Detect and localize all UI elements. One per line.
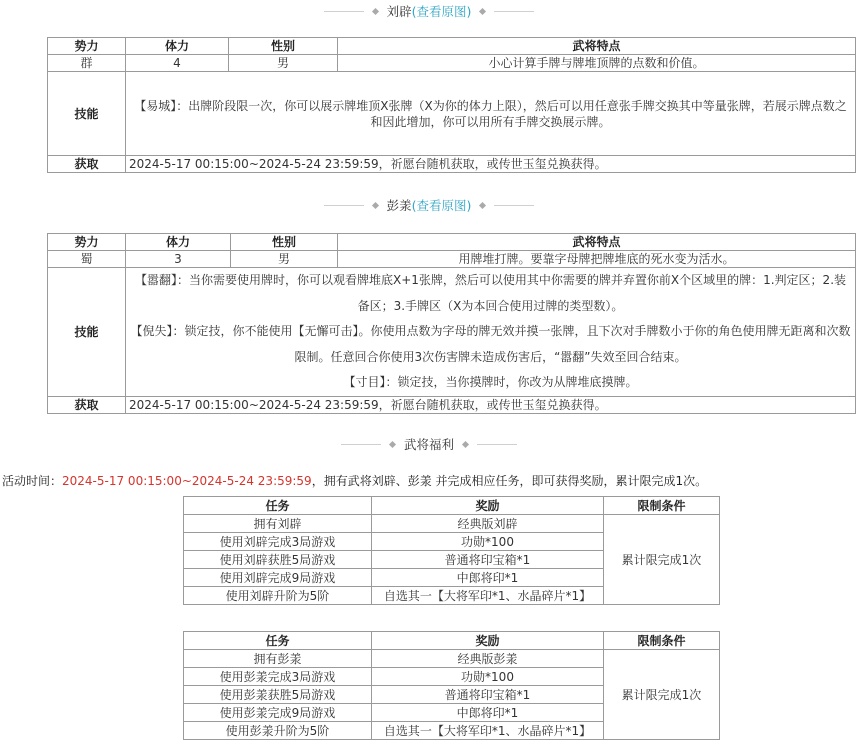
hero2-name: 彭羕 <box>386 198 412 213</box>
task-cell: 使用刘辟获胜5局游戏 <box>184 551 372 569</box>
divider-line <box>494 205 534 206</box>
hero1-obtain: 2024-5-17 00:15:00~2024-5-24 23:59:59，祈愿台随机获取，或传世玉玺兑换获得。 <box>126 156 856 173</box>
header-limit: 限制条件 <box>604 632 720 650</box>
reward-cell: 经典版刘辟 <box>372 515 604 533</box>
task-cell: 使用刘辟升阶为5阶 <box>184 587 372 605</box>
activity-time: 2024-5-17 00:15:00~2024-5-24 23:59:59 <box>62 474 312 488</box>
hero1-skills <box>126 72 856 156</box>
section-header-hero2 <box>0 195 858 215</box>
activity-line <box>2 472 858 490</box>
diamond-icon <box>372 201 379 208</box>
view-original-link[interactable]: (查看原图) <box>411 4 472 19</box>
view-original-link[interactable]: (查看原图) <box>411 198 472 213</box>
hero2-hp: 3 <box>126 251 231 268</box>
task-cell: 使用刘辟完成3局游戏 <box>184 533 372 551</box>
hero2-faction: 蜀 <box>48 251 126 268</box>
hero1-skill-label: 技能 <box>48 72 126 156</box>
hero1-gender: 男 <box>229 55 338 72</box>
reward-cell: 普通将印宝箱*1 <box>372 686 604 704</box>
hero2-info-table <box>47 233 856 414</box>
reward-cell: 普通将印宝箱*1 <box>372 551 604 569</box>
hero2-obtain-label: 获取 <box>48 396 126 413</box>
hero1-faction: 群 <box>48 55 126 72</box>
limit-cell: 累计限完成1次 <box>604 515 720 605</box>
diamond-icon <box>389 440 396 447</box>
task-cell: 使用刘辟完成9局游戏 <box>184 569 372 587</box>
hero1-obtain-label: 获取 <box>48 156 126 173</box>
header-gender: 性别 <box>229 38 338 55</box>
hero1-hp: 4 <box>126 55 229 72</box>
header-reward: 奖励 <box>372 497 604 515</box>
header-reward: 奖励 <box>372 632 604 650</box>
welfare-table-pengyang <box>183 631 720 740</box>
diamond-icon <box>479 7 486 14</box>
reward-cell: 自选其一【大将军印*1、水晶碎片*1】 <box>372 722 604 740</box>
welfare-table-liupi <box>183 496 720 605</box>
header-trait: 武将特点 <box>338 234 856 251</box>
hero2-skill-label: 技能 <box>48 268 126 397</box>
task-cell: 拥有彭羕 <box>184 650 372 668</box>
header-trait: 武将特点 <box>338 38 856 55</box>
divider-line <box>341 444 381 445</box>
reward-cell: 中郎将印*1 <box>372 569 604 587</box>
header-hp: 体力 <box>126 38 229 55</box>
divider-line <box>324 205 364 206</box>
reward-cell: 功勋*100 <box>372 533 604 551</box>
task-cell: 使用彭羕完成3局游戏 <box>184 668 372 686</box>
header-task: 任务 <box>184 632 372 650</box>
task-cell: 使用彭羕升阶为5阶 <box>184 722 372 740</box>
header-limit: 限制条件 <box>604 497 720 515</box>
divider-line <box>477 444 517 445</box>
reward-cell: 经典版彭羕 <box>372 650 604 668</box>
diamond-icon <box>372 7 379 14</box>
reward-cell: 中郎将印*1 <box>372 704 604 722</box>
header-task: 任务 <box>184 497 372 515</box>
reward-cell: 功勋*100 <box>372 668 604 686</box>
section-header-hero1 <box>0 1 858 21</box>
skill-description: 【倪失】：锁定技，你不能使用【无懈可击】。你使用点数为字母的牌无效并摸一张牌，且下次对手牌数小于你的角色使用牌无距离和次数限制。任意回合你使用3次伤害牌未造成伤害后，“嚣翻”失效至回合结束。 <box>130 324 851 364</box>
activity-prefix: 活动时间： <box>2 474 63 488</box>
hero1-name: 刘辟 <box>386 4 412 19</box>
hero2-trait: 用牌堆打牌。要靠字母牌把牌堆底的死水变为活水。 <box>338 251 856 268</box>
header-hp: 体力 <box>126 234 231 251</box>
hero2-obtain: 2024-5-17 00:15:00~2024-5-24 23:59:59，祈愿台随机获取，或传世玉玺兑换获得。 <box>126 396 856 413</box>
hero2-skills <box>126 268 856 397</box>
task-cell: 使用彭羕完成9局游戏 <box>184 704 372 722</box>
header-faction: 势力 <box>48 38 126 55</box>
hero2-gender: 男 <box>231 251 338 268</box>
diamond-icon <box>462 440 469 447</box>
divider-line <box>494 11 534 12</box>
limit-cell: 累计限完成1次 <box>604 650 720 740</box>
section-header-welfare <box>0 434 858 454</box>
divider-line <box>324 11 364 12</box>
reward-cell: 自选其一【大将军印*1、水晶碎片*1】 <box>372 587 604 605</box>
hero1-info-table <box>47 37 856 173</box>
task-cell: 使用彭羕获胜5局游戏 <box>184 686 372 704</box>
header-gender: 性别 <box>231 234 338 251</box>
skill-description: 【寸目】：锁定技，当你摸牌时，你改为从牌堆底摸牌。 <box>343 375 638 389</box>
skill-description: 【嚣翻】：当你需要使用牌时，你可以观看牌堆底X+1张牌，然后可以使用其中你需要的牌并弃置你前X个区域里的牌：1.判定区；2.装备区；3.手牌区（X为本回合使用过牌的类型数）。 <box>134 273 847 313</box>
activity-suffix: ，拥有武将刘辟、彭羕 并完成相应任务，即可获得奖励，累计限完成1次。 <box>311 474 708 488</box>
skill-description: 【易城】：出牌阶段限一次，你可以展示牌堆顶X张牌（X为你的体力上限），然后可以用任意张手牌交换其中等量张牌，若展示牌点数之和因此增加，你可以用所有手牌交换展示牌。 <box>134 98 847 129</box>
header-faction: 势力 <box>48 234 126 251</box>
diamond-icon <box>479 201 486 208</box>
task-cell: 拥有刘辟 <box>184 515 372 533</box>
hero1-trait: 小心计算手牌与牌堆顶牌的点数和价值。 <box>338 55 856 72</box>
welfare-title: 武将福利 <box>403 437 454 452</box>
